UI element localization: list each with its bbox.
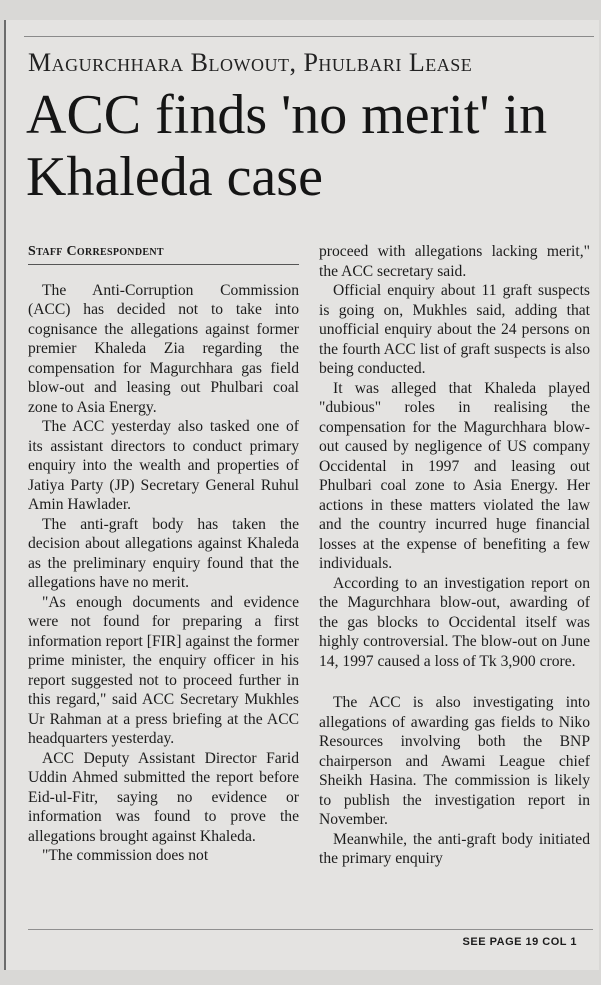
byline: Staff Correspondent bbox=[28, 242, 299, 265]
paragraph: ACC Deputy Assistant Director Farid Uddin Ahmed submitted the report before Eid-ul-Fitr, saying no evidence or information was found to prove the allegations brought against Khaleda. bbox=[28, 749, 299, 845]
paragraph: Official enquiry about 11 graft suspects is going on, Mukhles said, adding that unofficial enquiry about the 24 persons on the fourth ACC list of graft suspects is also being conducted. bbox=[319, 282, 590, 377]
paragraph: "As enough documents and evidence were not found for preparing a first information report [FIR] against the former prime minister, the enquiry officer in his report suggested not to proceed further in this regard," said ACC Secretary Mukhles Ur Rahman at a press briefing at the ACC headquarters yesterday. bbox=[28, 593, 299, 747]
paragraph: The ACC is also investigating into allegations of awarding gas fields to Niko Resources involving both the BNP chairperson and Awami League chief Sheikh Hasina. The commission is likely to publish the investigation report in November. bbox=[319, 694, 590, 828]
paragraph: The ACC yesterday also tasked one of its assistant directors to conduct primary enquiry into the wealth and properties of Jatiya Party (JP) Secretary General Ruhul Amin Hawlader. bbox=[28, 418, 299, 513]
paragraph: "The commission does not bbox=[42, 847, 209, 864]
continued-jump: SEE PAGE 19 COL 1 bbox=[462, 936, 577, 948]
paragraph: Meanwhile, the anti-graft body initiated the primary enquiry bbox=[319, 830, 590, 867]
headline: ACC finds 'no merit' in Khaleda case bbox=[26, 84, 548, 208]
top-rule bbox=[24, 36, 594, 37]
paragraph: It was alleged that Khaleda played "dubious" roles in realising the compensation for the Magurchhara blow-out caused by negligence of US company Occidental in 1997 and leasing out Phulbari coal zone to Asia Energy. Her actions in these matters violated the law and the country incurred huge financial losses at the expense of benefiting a few individuals. bbox=[319, 379, 590, 572]
newspaper-clipping bbox=[4, 20, 599, 970]
left-column bbox=[28, 242, 299, 866]
paragraph: According to an investigation report on the Magurchhara blow-out, awarding of the gas blocks to Occidental itself was highly controversial. The blow-out on June 14, 1997 caused a loss of Tk 3,900 crore. bbox=[319, 574, 590, 670]
paragraph: proceed with allegations lacking merit," the ACC secretary said. bbox=[319, 243, 590, 280]
paragraph: The Anti-Corruption Commission (ACC) has decided not to take into cognisance the allegations against former premier Khaleda Zia regarding the compensation for Magurchhara gas field blow-out and leasing out Phulbari coal zone to Asia Energy. bbox=[28, 281, 299, 416]
bottom-rule bbox=[28, 929, 593, 930]
right-column bbox=[319, 242, 590, 869]
paragraph: The anti-graft body has taken the decision about allegations against Khaleda as the preliminary enquiry found that the allegations have no merit. bbox=[28, 515, 299, 591]
kicker: Magurchhara Blowout, Phulbari Lease bbox=[28, 48, 473, 77]
